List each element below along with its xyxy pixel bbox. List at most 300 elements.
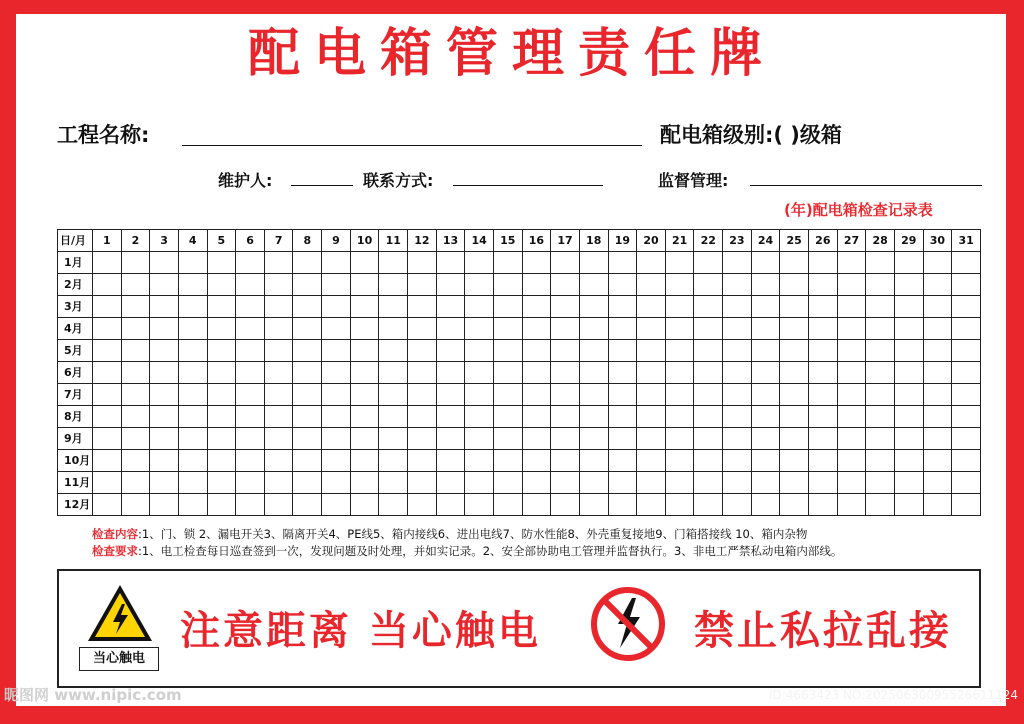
check-cell [493, 340, 522, 362]
check-cell [350, 384, 379, 406]
check-cell [178, 296, 207, 318]
check-cell [264, 472, 293, 494]
check-cell [837, 296, 866, 318]
month-header: 5月 [58, 340, 93, 362]
check-cell [207, 494, 236, 516]
month-header: 4月 [58, 318, 93, 340]
check-cell [93, 362, 122, 384]
check-cell [637, 472, 666, 494]
check-cell [608, 318, 637, 340]
check-cell [93, 274, 122, 296]
check-cell [723, 362, 752, 384]
check-cell [837, 362, 866, 384]
check-cell [579, 296, 608, 318]
check-cell [751, 494, 780, 516]
check-cell [923, 296, 952, 318]
check-cell [866, 384, 895, 406]
table-row [58, 362, 981, 384]
inspection-requirement-key: 检查要求 [92, 544, 138, 558]
month-header: 9月 [58, 428, 93, 450]
check-cell [522, 472, 551, 494]
check-cell [465, 450, 494, 472]
day-header: 19 [608, 230, 637, 252]
check-cell [236, 494, 265, 516]
check-cell [178, 318, 207, 340]
check-cell [178, 340, 207, 362]
check-cell [350, 296, 379, 318]
check-cell [493, 384, 522, 406]
check-cell [952, 472, 981, 494]
table-row [58, 318, 981, 340]
check-cell [436, 472, 465, 494]
check-cell [436, 340, 465, 362]
check-cell [121, 318, 150, 340]
check-cell [408, 384, 437, 406]
check-cell [436, 318, 465, 340]
check-cell [408, 274, 437, 296]
check-cell [894, 340, 923, 362]
check-cell [236, 362, 265, 384]
check-cell [408, 252, 437, 274]
check-cell [694, 362, 723, 384]
check-cell [665, 252, 694, 274]
check-cell [93, 472, 122, 494]
check-cell [207, 428, 236, 450]
check-cell [178, 428, 207, 450]
check-cell [493, 428, 522, 450]
check-cell [350, 406, 379, 428]
check-cell [178, 450, 207, 472]
project-name-label: 工程名称: [57, 123, 150, 147]
check-cell [322, 362, 351, 384]
check-cell [723, 494, 752, 516]
day-header: 16 [522, 230, 551, 252]
check-cell [837, 340, 866, 362]
check-cell [751, 340, 780, 362]
check-cell [952, 450, 981, 472]
check-cell [637, 340, 666, 362]
check-cell [665, 274, 694, 296]
check-cell [694, 406, 723, 428]
supervisor-line [750, 185, 982, 186]
check-cell [207, 472, 236, 494]
check-cell [178, 274, 207, 296]
day-header: 12 [408, 230, 437, 252]
check-cell [952, 384, 981, 406]
check-cell [694, 340, 723, 362]
check-cell [866, 406, 895, 428]
check-cell [809, 340, 838, 362]
check-cell [780, 318, 809, 340]
day-header: 10 [350, 230, 379, 252]
check-cell [551, 318, 580, 340]
check-cell [579, 318, 608, 340]
day-header: 14 [465, 230, 494, 252]
check-cell [551, 362, 580, 384]
check-cell [236, 384, 265, 406]
check-cell [236, 318, 265, 340]
check-cell [293, 252, 322, 274]
check-cell [780, 384, 809, 406]
check-cell [408, 340, 437, 362]
check-cell [264, 362, 293, 384]
check-cell [322, 450, 351, 472]
check-cell [264, 384, 293, 406]
check-cell [150, 406, 179, 428]
check-cell [665, 296, 694, 318]
check-cell [579, 406, 608, 428]
check-cell [264, 450, 293, 472]
check-cell [894, 406, 923, 428]
check-cell [694, 472, 723, 494]
check-cell [665, 494, 694, 516]
check-cell [465, 252, 494, 274]
day-header: 6 [236, 230, 265, 252]
check-cell [178, 362, 207, 384]
check-cell [780, 252, 809, 274]
check-cell [436, 252, 465, 274]
check-cell [264, 494, 293, 516]
day-header: 29 [894, 230, 923, 252]
check-cell [923, 318, 952, 340]
check-cell [150, 318, 179, 340]
check-cell [322, 472, 351, 494]
check-cell [93, 296, 122, 318]
check-cell [465, 296, 494, 318]
check-cell [894, 472, 923, 494]
check-cell [608, 494, 637, 516]
check-cell [866, 252, 895, 274]
check-cell [178, 406, 207, 428]
check-cell [408, 494, 437, 516]
check-cell [436, 428, 465, 450]
check-cell [150, 384, 179, 406]
check-cell [150, 450, 179, 472]
check-cell [150, 428, 179, 450]
check-cell [809, 252, 838, 274]
day-header: 23 [723, 230, 752, 252]
check-cell [436, 494, 465, 516]
check-cell [293, 472, 322, 494]
check-cell [894, 296, 923, 318]
check-cell [694, 252, 723, 274]
check-cell [322, 274, 351, 296]
day-header: 2 [121, 230, 150, 252]
table-row [58, 252, 981, 274]
month-header: 10月 [58, 450, 93, 472]
check-cell [236, 428, 265, 450]
check-cell [694, 384, 723, 406]
check-cell [293, 318, 322, 340]
check-cell [522, 252, 551, 274]
check-cell [866, 472, 895, 494]
check-cell [608, 252, 637, 274]
check-cell [350, 428, 379, 450]
check-cell [93, 384, 122, 406]
check-cell [780, 472, 809, 494]
check-cell [236, 472, 265, 494]
check-cell [866, 494, 895, 516]
check-cell [665, 384, 694, 406]
check-cell [522, 450, 551, 472]
box-level-label: 配电箱级别:( )级箱 [660, 123, 842, 147]
check-cell [723, 472, 752, 494]
check-cell [207, 274, 236, 296]
check-cell [551, 340, 580, 362]
check-cell [780, 494, 809, 516]
check-cell [264, 406, 293, 428]
check-cell [694, 296, 723, 318]
day-header: 4 [178, 230, 207, 252]
check-cell [465, 494, 494, 516]
check-cell [93, 428, 122, 450]
inspection-record-table [57, 229, 981, 516]
check-cell [637, 274, 666, 296]
check-cell [637, 450, 666, 472]
check-cell [436, 362, 465, 384]
check-cell [493, 296, 522, 318]
day-header: 25 [780, 230, 809, 252]
check-cell [809, 384, 838, 406]
check-cell [150, 274, 179, 296]
check-cell [236, 450, 265, 472]
check-cell [809, 362, 838, 384]
check-cell [121, 494, 150, 516]
day-header: 28 [866, 230, 895, 252]
inspection-requirement-text: :1、电工检查每日巡查签到一次，发现问题及时处理，并如实记录。2、安全部协助电工管理并监督执行。3、非电工严禁私动电箱内部线。 [138, 544, 843, 558]
check-cell [579, 494, 608, 516]
check-cell [551, 384, 580, 406]
table-row [58, 296, 981, 318]
table-corner-header: 日/月 [58, 230, 93, 252]
check-cell [809, 274, 838, 296]
check-cell [780, 450, 809, 472]
check-cell [93, 318, 122, 340]
slogan-keep-distance: 注意距离 当心触电 [180, 608, 541, 654]
day-header: 30 [923, 230, 952, 252]
check-cell [264, 318, 293, 340]
check-cell [436, 296, 465, 318]
check-cell [121, 428, 150, 450]
day-header: 21 [665, 230, 694, 252]
check-cell [952, 406, 981, 428]
check-cell [637, 494, 666, 516]
check-cell [350, 318, 379, 340]
warning-sign-label: 当心触电 [79, 647, 159, 671]
check-cell [379, 472, 408, 494]
check-cell [837, 406, 866, 428]
check-cell [637, 362, 666, 384]
day-header: 1 [93, 230, 122, 252]
check-cell [579, 428, 608, 450]
day-header: 17 [551, 230, 580, 252]
check-cell [780, 428, 809, 450]
check-cell [837, 428, 866, 450]
check-cell [408, 428, 437, 450]
day-header: 8 [293, 230, 322, 252]
table-row [58, 340, 981, 362]
supervisor-label: 监督管理: [658, 171, 729, 190]
check-cell [923, 472, 952, 494]
check-cell [207, 384, 236, 406]
check-cell [93, 340, 122, 362]
check-cell [379, 296, 408, 318]
check-cell [866, 450, 895, 472]
check-cell [780, 362, 809, 384]
month-header: 8月 [58, 406, 93, 428]
day-header: 7 [264, 230, 293, 252]
page-title: 配电箱管理责任牌 [247, 24, 776, 84]
contact-line [453, 185, 603, 186]
table-row [58, 406, 981, 428]
check-cell [952, 362, 981, 384]
check-cell [379, 274, 408, 296]
check-cell [809, 296, 838, 318]
check-cell [837, 318, 866, 340]
check-cell [579, 340, 608, 362]
check-cell [809, 472, 838, 494]
check-cell [293, 428, 322, 450]
check-cell [322, 494, 351, 516]
check-cell [350, 340, 379, 362]
day-header: 11 [379, 230, 408, 252]
check-cell [522, 406, 551, 428]
check-cell [293, 494, 322, 516]
check-cell [866, 274, 895, 296]
check-cell [465, 318, 494, 340]
inspection-content-text: :1、门、锁 2、漏电开关3、隔离开关4、PE线5、箱内接线6、进出电线7、防水性能8、外壳重复接地9、门箱搭接线 10、箱内杂物 [138, 527, 808, 541]
check-cell [809, 450, 838, 472]
check-cell [751, 428, 780, 450]
check-cell [780, 406, 809, 428]
check-cell [894, 362, 923, 384]
check-cell [837, 472, 866, 494]
check-cell [923, 384, 952, 406]
day-header: 5 [207, 230, 236, 252]
check-cell [493, 362, 522, 384]
check-cell [723, 252, 752, 274]
check-cell [436, 450, 465, 472]
check-cell [866, 340, 895, 362]
check-cell [952, 252, 981, 274]
check-cell [207, 252, 236, 274]
footer-border-right [979, 569, 981, 687]
check-cell [350, 252, 379, 274]
check-cell [121, 406, 150, 428]
check-cell [178, 472, 207, 494]
inspection-requirement-note [92, 543, 842, 559]
day-header: 9 [322, 230, 351, 252]
check-cell [379, 340, 408, 362]
check-cell [723, 450, 752, 472]
check-cell [579, 274, 608, 296]
check-cell [522, 340, 551, 362]
check-cell [436, 406, 465, 428]
check-cell [465, 472, 494, 494]
check-cell [751, 274, 780, 296]
check-cell [293, 450, 322, 472]
check-cell [665, 362, 694, 384]
check-cell [493, 406, 522, 428]
warning-triangle-icon [86, 582, 154, 644]
check-cell [207, 296, 236, 318]
check-cell [264, 340, 293, 362]
check-cell [436, 384, 465, 406]
check-cell [809, 428, 838, 450]
check-cell [637, 252, 666, 274]
check-cell [121, 274, 150, 296]
check-cell [894, 274, 923, 296]
check-cell [551, 450, 580, 472]
check-cell [150, 252, 179, 274]
check-cell [809, 494, 838, 516]
check-cell [694, 274, 723, 296]
table-row [58, 494, 981, 516]
check-cell [408, 472, 437, 494]
check-cell [236, 252, 265, 274]
table-row [58, 450, 981, 472]
check-cell [923, 252, 952, 274]
check-cell [465, 428, 494, 450]
check-cell [751, 362, 780, 384]
check-cell [408, 362, 437, 384]
check-cell [436, 274, 465, 296]
check-cell [493, 494, 522, 516]
month-header: 12月 [58, 494, 93, 516]
check-cell [551, 472, 580, 494]
check-cell [780, 274, 809, 296]
check-cell [665, 450, 694, 472]
month-header: 7月 [58, 384, 93, 406]
check-cell [694, 428, 723, 450]
check-cell [866, 296, 895, 318]
check-cell [923, 428, 952, 450]
check-cell [465, 384, 494, 406]
check-cell [322, 296, 351, 318]
prohibition-icon [588, 584, 668, 664]
check-cell [207, 340, 236, 362]
check-cell [551, 406, 580, 428]
check-cell [236, 296, 265, 318]
month-header: 11月 [58, 472, 93, 494]
check-cell [637, 296, 666, 318]
table-row [58, 428, 981, 450]
check-cell [121, 296, 150, 318]
check-cell [264, 428, 293, 450]
check-cell [837, 450, 866, 472]
day-header: 22 [694, 230, 723, 252]
check-cell [952, 494, 981, 516]
check-cell [121, 384, 150, 406]
check-cell [121, 362, 150, 384]
day-header: 24 [751, 230, 780, 252]
day-header: 15 [493, 230, 522, 252]
check-cell [379, 406, 408, 428]
divider-top [57, 569, 981, 571]
check-cell [522, 296, 551, 318]
check-cell [207, 406, 236, 428]
check-cell [751, 384, 780, 406]
check-cell [952, 274, 981, 296]
footer-border-left [57, 569, 59, 687]
check-cell [608, 406, 637, 428]
check-cell [93, 450, 122, 472]
check-cell [121, 472, 150, 494]
check-cell [551, 428, 580, 450]
check-cell [408, 318, 437, 340]
check-cell [465, 406, 494, 428]
check-cell [264, 252, 293, 274]
